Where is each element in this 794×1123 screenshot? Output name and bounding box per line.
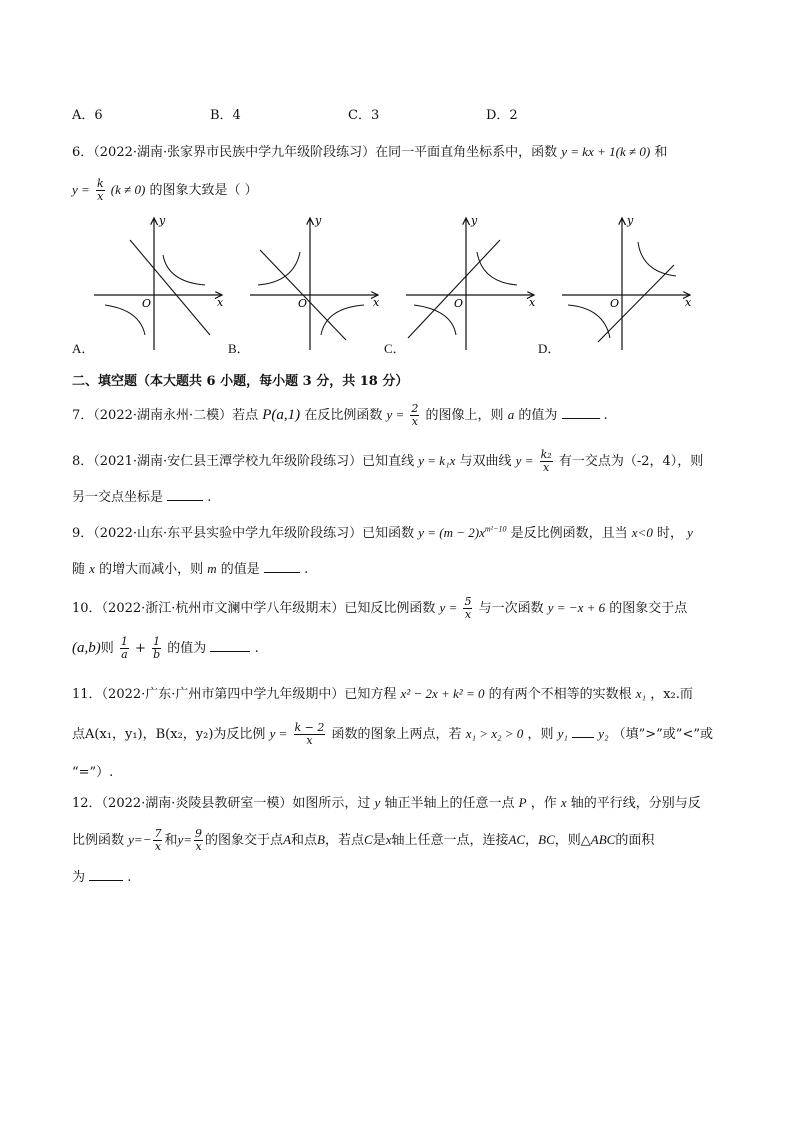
- hyperbola-branch-1: [477, 252, 517, 285]
- q7-frac-num: 2: [411, 402, 419, 415]
- q6-condition: (k ≠ 0): [110, 182, 146, 197]
- q8-frac-den: x: [543, 461, 550, 474]
- q12-mid2: ，作: [530, 796, 557, 811]
- q12-line2e: 是: [372, 833, 386, 848]
- q12-line3-text: 为: [72, 870, 86, 885]
- q9-end: .: [304, 562, 309, 577]
- q6-label-a: A．: [72, 341, 95, 356]
- q11-y-eq: y =: [269, 726, 288, 741]
- q11-line2-text: 点A(x₁，y₁)，B(x₂，y₂)为反比例: [72, 727, 266, 742]
- q12-line2a: 比例函数: [72, 833, 125, 848]
- q10-frac-den: x: [464, 608, 472, 621]
- q12-line2h: 的面积: [615, 833, 655, 848]
- straight-line: [130, 240, 210, 335]
- q12-frac-1-den: x: [154, 840, 162, 853]
- q10-mid: 与一次函数: [478, 601, 544, 616]
- q7-fraction: [410, 403, 419, 428]
- q6-label-d: D．: [538, 341, 561, 356]
- q10-lead: 10．（2022·浙江·杭州市文澜中学八年级期末）已知反比例函数: [72, 601, 436, 616]
- q11-line3: “=”）.: [72, 765, 114, 780]
- q10-then: 则: [100, 641, 114, 656]
- q6-line1: [72, 141, 667, 160]
- axis-y-label: y: [627, 214, 634, 227]
- q8-line1: [72, 449, 703, 474]
- q12-line3: [72, 866, 131, 885]
- q12-line2d: ，若点: [324, 833, 364, 848]
- q10-tail: 的图象交于点: [609, 601, 688, 616]
- q12-answer-blank[interactable]: [89, 868, 123, 881]
- q12-lead: 12．（2022·湖南·炎陵县教研室一模）如图所示，过: [72, 796, 371, 811]
- q10-frac-a-num: 1: [120, 635, 128, 648]
- q6-linear-function: y = kx + 1(k ≠ 0): [561, 144, 651, 159]
- q9-x: x: [89, 561, 95, 576]
- q6-frac-den: x: [97, 190, 104, 203]
- q9-line2b: 的增大而减小，则: [99, 562, 204, 577]
- q7-tail2: 的值为: [518, 408, 558, 423]
- q7-mid: 在反比例函数: [304, 408, 383, 423]
- q10-y-eq: y =: [439, 600, 458, 615]
- q7-tail1: 的图像上，则: [425, 408, 504, 423]
- q12-y: y: [374, 795, 381, 810]
- q5-option-b: B．4: [210, 108, 241, 123]
- q9-exp: m²−10: [484, 524, 507, 534]
- q12-frac-2-num: 9: [195, 827, 203, 840]
- q12-mid3: 轴的平行线，分别与反: [570, 796, 701, 811]
- q12-frac-1-num: 7: [154, 827, 162, 840]
- origin-label: O: [142, 297, 152, 310]
- hyperbola-branch-1: [638, 242, 676, 276]
- q11-x1: x₁: [635, 686, 647, 701]
- q5-option-d: D．2: [486, 108, 518, 123]
- q12-frac-2-den: x: [195, 840, 202, 853]
- q9-line1: [72, 522, 693, 541]
- q10-line2: [72, 636, 259, 661]
- hyperbola-branch-2: [568, 305, 610, 338]
- q9-lead: 9．（2022·山东·东平县实验中学九年级阶段练习）已知函数: [72, 526, 415, 541]
- straight-line: [408, 240, 500, 338]
- q7-y-eq: y =: [386, 407, 405, 422]
- q10-linear: y = −x + 6: [547, 600, 606, 615]
- q9-line2c: 的值是: [220, 562, 260, 577]
- q8-end: .: [207, 490, 212, 505]
- axis-y-label: y: [315, 214, 322, 227]
- q6-tail: 的图象大致是（ ）: [149, 183, 258, 198]
- q11-lead: 11．（2022·广东·广州市第四中学九年级期中）已知方程: [72, 687, 397, 702]
- q11-y2: y₂: [598, 726, 609, 741]
- q10-frac-a: [120, 636, 129, 661]
- q7-lead: 7．（2022·湖南永州·二模）若点: [72, 408, 259, 423]
- q10-fraction: [463, 596, 472, 621]
- q9-answer-blank[interactable]: [264, 560, 300, 573]
- q11-line1: [72, 683, 693, 702]
- q10-point: (a,b): [72, 640, 101, 656]
- q7-frac-den: x: [411, 415, 419, 428]
- q7: [72, 403, 608, 428]
- q12-C: C: [364, 832, 373, 847]
- q6-graph-c: [402, 210, 542, 360]
- q11-fill-hint: （填”>”或”<”或: [612, 727, 713, 742]
- q6-label-c: C．: [384, 341, 406, 356]
- q9-line2a: 随: [72, 562, 86, 577]
- q11-tail2: ，则: [527, 727, 554, 742]
- q12-mid1: 轴正半轴上的任意一点: [384, 796, 515, 811]
- q8-fraction: [540, 449, 553, 474]
- q10-tail2: 的值为: [167, 641, 207, 656]
- q12-line2f: 轴上任意一点，连接: [391, 833, 509, 848]
- q10-frac-b-den: b: [153, 648, 161, 661]
- q9-tail: 是反比例函数，且当: [510, 526, 628, 541]
- section-title: 二、填空题（本大题共 6 小题，每小题 3 分，共 18 分）: [72, 374, 409, 389]
- q12-f1-y: y=−: [128, 832, 152, 847]
- q12-P: P: [518, 795, 527, 810]
- q12-B: B: [317, 832, 325, 847]
- axis-x-label: x: [373, 296, 380, 309]
- origin-label: O: [298, 297, 308, 310]
- q11-line2: [72, 722, 713, 747]
- q9-func: y = (m − 2)x: [418, 525, 485, 540]
- q6-frac-num: k: [96, 177, 104, 190]
- q8-tail: 有一交点为（-2，4），则: [558, 454, 704, 469]
- q6-graph-d: [558, 210, 698, 360]
- q7-a: a: [507, 407, 515, 422]
- q11-mid: 的有两个不相等的实数根: [488, 687, 632, 702]
- q11-frac-den: x: [306, 734, 313, 747]
- q8-lead: 8．（2021·湖南·安仁县王潭学校九年级阶段练习）已知直线: [72, 454, 415, 469]
- q11-answer-blank[interactable]: [572, 725, 594, 738]
- q8-line-eq: y = k₁x: [418, 453, 456, 468]
- q6-and: 和: [654, 145, 668, 160]
- q8-y-eq: y =: [515, 453, 534, 468]
- q8-answer-blank[interactable]: [167, 488, 203, 501]
- hyperbola-branch-1: [163, 255, 205, 285]
- q11-equation: x² − 2x + k² = 0: [400, 686, 485, 701]
- q6-lead: 6．（2022·湖南·张家界市民族中学九年级阶段练习）在同一平面直角坐标系中，函数: [72, 145, 558, 160]
- axis-y-label: y: [471, 214, 478, 227]
- q11-cond: x₁ > x₂ > 0: [465, 726, 524, 741]
- q9-cond: x<0: [631, 525, 653, 540]
- q7-end: .: [603, 408, 608, 423]
- q11-fraction: [294, 722, 326, 747]
- q6-label-b: B．: [228, 341, 250, 356]
- axis-y-label: y: [159, 214, 166, 227]
- q12-end: .: [127, 870, 132, 885]
- q6-graph-a: [90, 210, 230, 360]
- axis-x-label: x: [529, 296, 536, 309]
- hyperbola-branch-2: [105, 305, 145, 335]
- q6-line2: [72, 178, 258, 203]
- q10-line1: [72, 596, 687, 621]
- q11-frac-num: k − 2: [294, 721, 325, 734]
- q12-line1: [72, 792, 701, 811]
- q12-line2: 比例函数 y=− $\frac{7}{x}$ 和y= $\frac{9}{x}$ 的图象交于点A和点B，若点C是x轴上任意一点，连接AC，BC，则△ABC的面积: [72, 827, 655, 853]
- q8-mid: 与双曲线: [459, 454, 512, 469]
- q10-plus: +: [135, 641, 146, 656]
- q9-y: y: [687, 525, 693, 540]
- q11-y1: y₁: [557, 726, 568, 741]
- hyperbola-branch-1: [258, 252, 300, 285]
- q9-m: m: [207, 561, 217, 576]
- q8-line2-text: 另一交点坐标是: [72, 490, 164, 505]
- q12-triangle: △ABC: [580, 832, 616, 847]
- q12-line2b: 的图象交于点: [205, 833, 284, 848]
- q12-f2-y: y=: [177, 832, 193, 847]
- q12-line2c: 和点: [291, 833, 318, 848]
- q11-x2: ，x₂.而: [650, 687, 693, 702]
- q12-and: 和: [164, 833, 178, 848]
- q12-frac-1: [153, 828, 162, 853]
- q7-point: P(a,1): [262, 407, 301, 423]
- q10-frac-num: 5: [464, 595, 472, 608]
- q9-tail2: 时，: [656, 526, 683, 541]
- q11-tail: 函数的图象上两点，若: [331, 727, 462, 742]
- q10-end: .: [254, 641, 259, 656]
- q12-x: x: [560, 795, 567, 810]
- axis-x-label: x: [685, 296, 692, 309]
- q6-fraction: [96, 178, 105, 203]
- q8-frac-num: k₂: [540, 448, 552, 461]
- q5-option-c: C．3: [348, 108, 380, 123]
- q12-line2g: ，则: [554, 833, 581, 848]
- q12-frac-2: [194, 828, 203, 853]
- q6-graph-b: [246, 210, 386, 360]
- origin-label: O: [454, 297, 464, 310]
- q10-frac-a-den: a: [121, 648, 128, 661]
- q5-option-a: A．6: [72, 108, 103, 123]
- q12-x2: x: [385, 832, 392, 847]
- q8-line2: [72, 486, 211, 505]
- q6-y-eq: y =: [72, 182, 90, 197]
- axis-x-label: x: [217, 296, 224, 309]
- q7-answer-blank[interactable]: [562, 406, 600, 419]
- q12-BC: BC: [538, 832, 555, 847]
- q10-frac-b: [152, 636, 161, 661]
- q10-answer-blank[interactable]: [210, 639, 250, 652]
- q10-frac-b-num: 1: [153, 635, 161, 648]
- q12-AC: AC: [508, 832, 526, 847]
- origin-label: O: [610, 297, 620, 310]
- q9-line2: [72, 558, 308, 577]
- q12-A: A: [283, 832, 292, 847]
